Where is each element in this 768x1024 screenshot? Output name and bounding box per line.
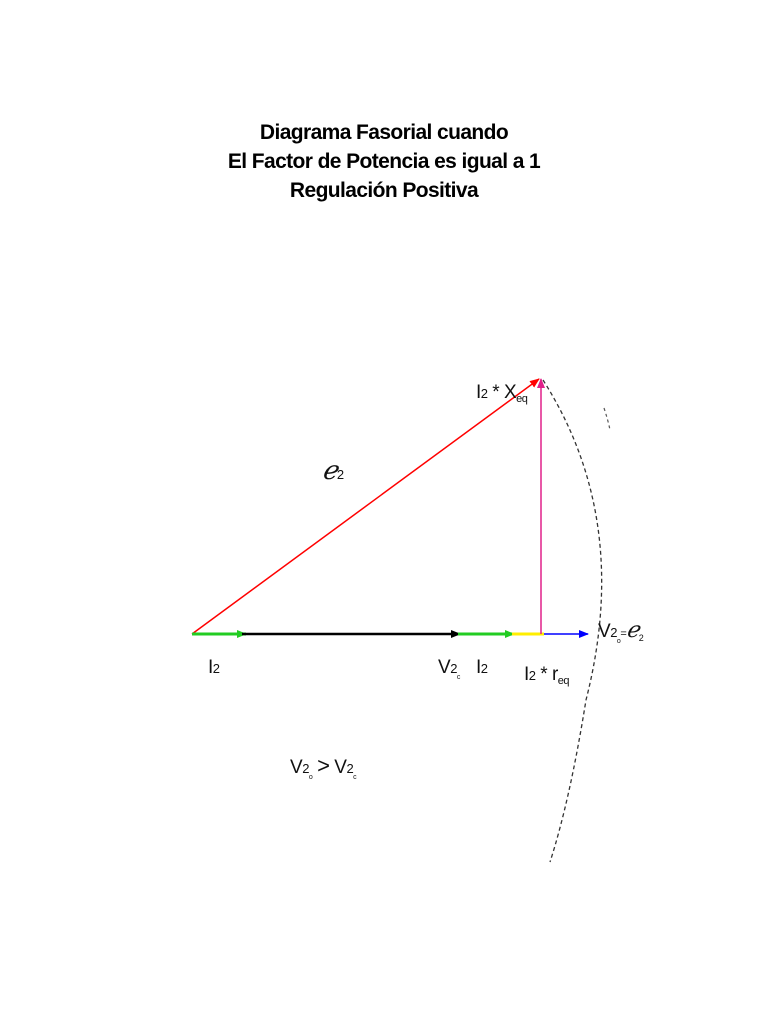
v2o-e2-label: $V2_o=ℯ_2$ — [598, 618, 644, 645]
title-line-1: Diagrama Fasorial cuando — [259, 121, 509, 144]
i2-label-tip: I2 — [476, 657, 488, 678]
inequality-label: $V2_o > V2_c$ — [290, 753, 357, 781]
e2-label: ℯ2 — [322, 456, 344, 486]
title-line-3: Regulación Positiva — [289, 179, 479, 202]
i2-req-label: $I2 * r_{eq}$ — [524, 664, 570, 687]
i2-xeq-label: $I2 * X_{eq}$ — [476, 382, 528, 405]
v2c-label: $V2_c$ — [438, 657, 460, 681]
locus-arc-main — [543, 380, 602, 862]
e2-vector — [192, 379, 539, 634]
title-line-2: El Factor de Potencia es igual a 1 — [227, 150, 541, 173]
locus-arc — [604, 408, 610, 430]
i2-label-origin: I2 — [208, 657, 220, 678]
